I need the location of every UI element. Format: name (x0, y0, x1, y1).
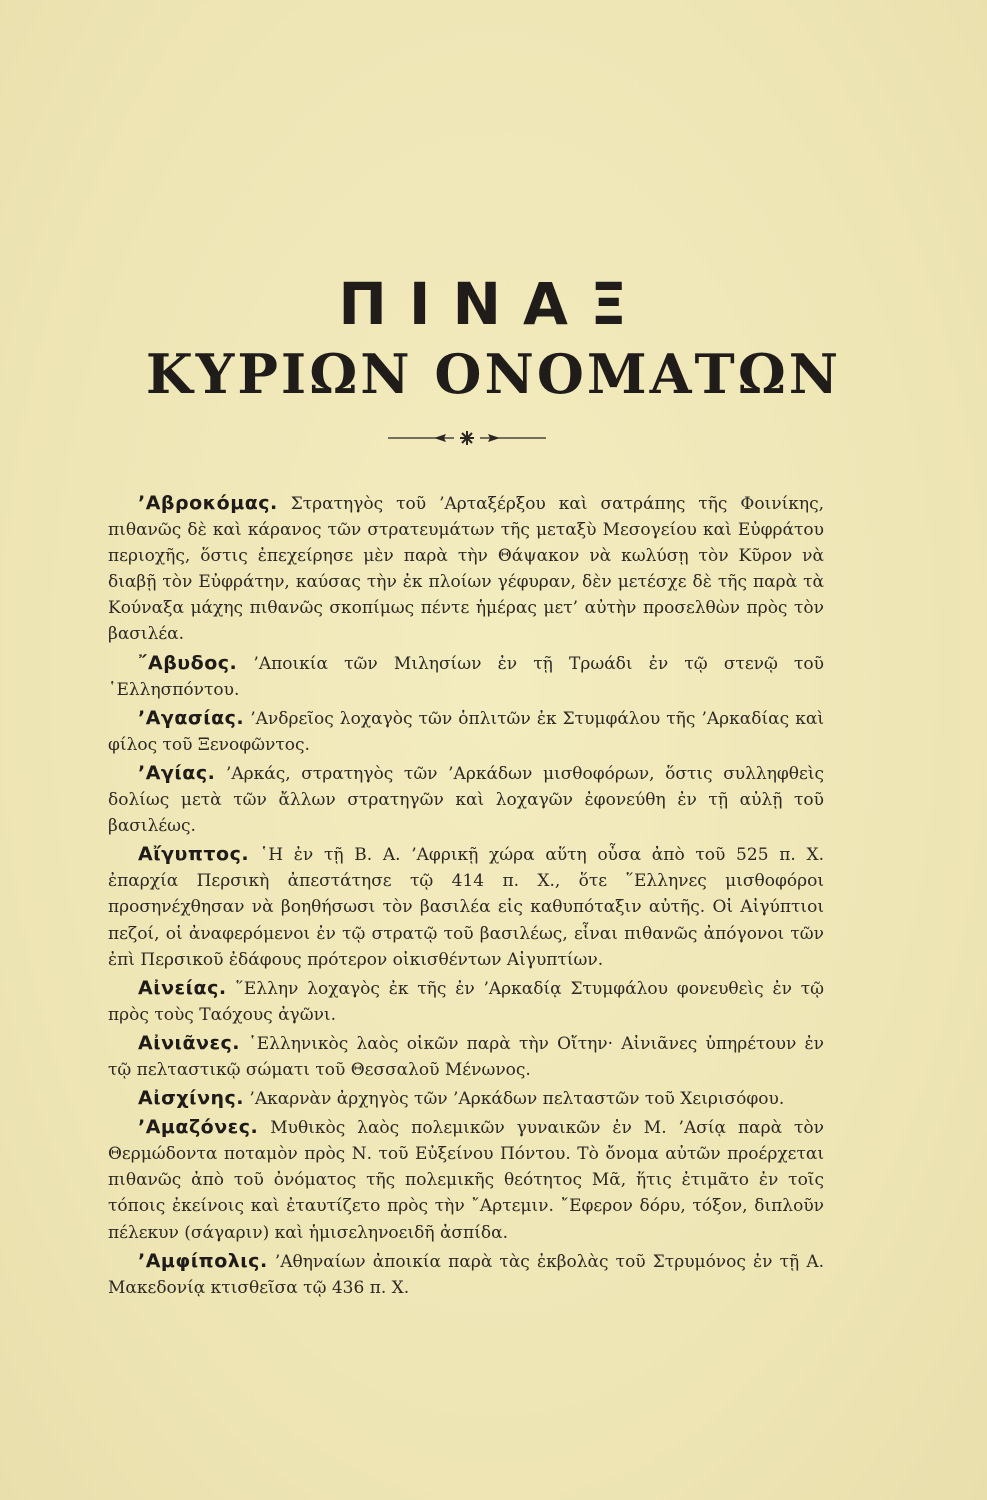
entry-aischines (108, 1085, 824, 1112)
entries-list (108, 490, 824, 1303)
entry-headword: ῎Αβυδος. (138, 651, 238, 674)
entry-headword: ’Αγίας. (138, 761, 216, 784)
entry-text: ’Αρκάς, στρατηγὸς τῶν ’Αρκάδων μισθοφόρων, ὅστις συλληφθεὶς δολίως μετὰ τῶν ἄλλων στρατηγῶν καὶ λοχαγῶν ἐφονεύθη ἐν τῇ αὐλῇ τοῦ βασιλέως. (108, 763, 825, 837)
entry-abydos (108, 650, 824, 703)
entry-text: Στρατηγὸς τοῦ ’Αρταξέρξου καὶ σατράπης τῆς Φοινίκης, πιθανῶς δὲ καὶ κάρανος τῶν στρατευμάτων τῆς μεταξὺ Μεσογείου καὶ Εὐφράτου περιοχῆς, ὅστις ἐπεχείρησε μὲν παρὰ τὴν Θάψακον νὰ κωλύσῃ τὸν Κῦρον νὰ διαβῇ τὸν Εὐφράτην, καύσας τὴν ἐκ πλοίων γέφυραν, δὲν μετέσχε δὲ τῆς παρὰ τὰ Κούναξα μάχης πιθανῶς σκοπίμως πέντε ἡμέρας μετ’ αὐτὴν προσελθὼν πρὸς τὸν βασιλέα. (108, 494, 824, 645)
entry-headword: ’Αμφίπολις. (138, 1249, 268, 1272)
entry-agasias (108, 705, 824, 758)
entry-text: ’Αποικία τῶν Μιλησίων ἐν τῇ Τρωάδι ἐν τῷ στενῷ τοῦ ῾Ελλησπόντου. (108, 653, 825, 700)
entry-aineias (108, 975, 824, 1028)
entry-headword: ’Αγασίας. (138, 706, 245, 729)
entry-text: ῞Ελλην λοχαγὸς ἐκ τῆς ἐν ’Αρκαδίᾳ Στυμφάλου φονευθεὶς ἐν τῷ πρὸς τοὺς Ταόχους ἀγῶνι. (108, 978, 825, 1025)
index-title: ΠΙΝΑΞ (338, 270, 649, 338)
entry-headword: ’Αμαζόνες. (138, 1116, 259, 1139)
entry-text: Μυθικὸς λαὸς πολεμικῶν γυναικῶν ἐν Μ. ’Ασίᾳ παρὰ τὸν Θερμώδοντα ποταμὸν πρὸς Ν. τοῦ Εὐξείνου Πόντου. Τὸ ὄνομα αὐτῶν προέρχεται πιθανῶς ἀπὸ τοῦ ὀνόματος τῆς πολεμικῆς θεότητος Μᾶ, ἥτις ἐτιμᾶτο ἐν τοῖς τόποις ἐκείνοις καὶ ἐταυτίζετο πρὸς τὴν ῎Αρτεμιν. ῎Εφερον δόρυ, τόξον, διπλοῦν πέλεκυν (σάγαριν) καὶ ἡμισεληνοειδῆ ἀσπίδα. (108, 1118, 825, 1243)
entry-amphipolis (108, 1248, 824, 1301)
ornament-divider (388, 430, 546, 446)
entry-text: ῾Η ἐν τῇ Β. Α. ’Αφρικῇ χώρα αὕτη οὖσα ἀπὸ τοῦ 525 π. Χ. ἐπαρχία Περσικὴ ἀπεστάτησε τῷ 414 π. Χ., ὅτε ῞Ελληνες μισθοφόροι προσηνέχθησαν νὰ βοηθήσωσι τὸν βασιλέα εἰς καθυπόταξιν αὐτῆς. Οἱ Αἰγύπτιοι πεζοί, οἱ ἀναφερόμενοι ἐν τῷ στρατῷ τοῦ βασιλέως, εἶναι πιθανῶς ἀπόγονοι τῶν ἐπὶ Περσικοῦ ἐδάφους πρότερον οἰκισθέντων Αἰγυπτίων. (108, 845, 824, 970)
entry-aigyptos (108, 841, 824, 972)
entry-agias (108, 760, 824, 839)
entry-ainianes (108, 1030, 824, 1083)
entry-headword: Αἰνιᾶνες. (138, 1031, 241, 1054)
entry-headword: ’Αβροκόμας. (138, 492, 278, 514)
entry-abrokomas (108, 490, 824, 648)
entry-amazones (108, 1114, 824, 1245)
entry-headword: Αἰσχίνης. (138, 1087, 245, 1110)
entry-text: ’Ακαρνὰν ἀρχηγὸς τῶν ’Αρκάδων πελταστῶν τοῦ Χειρισόφου. (249, 1089, 785, 1110)
entry-text: ῾Ελληνικὸς λαὸς οἰκῶν παρὰ τὴν Οἴτην· Αἰνιᾶνες ὑπηρέτουν ἐν τῷ πελταστικῷ σώματι τοῦ Θεσσαλοῦ Μένωνος. (108, 1033, 824, 1080)
entry-headword: Αἰνείας. (138, 976, 227, 999)
entry-text: ’Ανδρεῖος λοχαγὸς τῶν ὁπλιτῶν ἐκ Στυμφάλου τῆς ’Αρκαδίας καὶ φίλος τοῦ Ξενοφῶντος. (108, 708, 824, 755)
entry-text: ’Αθηναίων ἀποικία παρὰ τὰς ἐκβολὰς τοῦ Στρυμόνος ἐν τῇ Α. Μακεδονίᾳ κτισθεῖσα τῷ 436 π. Χ. (108, 1251, 825, 1298)
entry-headword: Αἴγυπτος. (138, 843, 250, 866)
index-subtitle: ΚΥΡΙΩΝ ΟΝΟΜΑΤΩΝ (145, 342, 842, 406)
